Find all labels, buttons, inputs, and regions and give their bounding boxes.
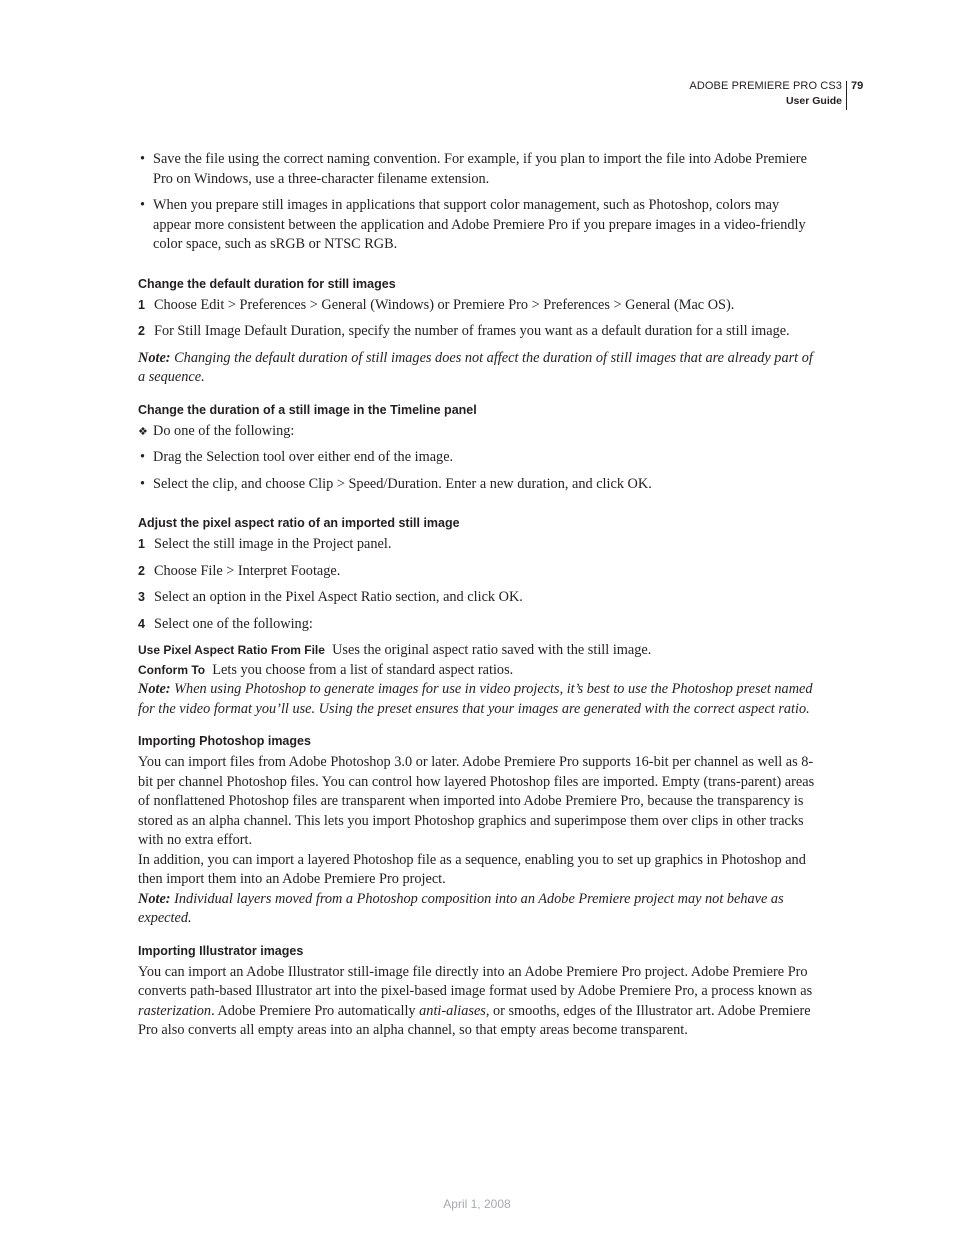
note-text: Changing the default duration of still images does not affect the duration of still images that are already part of a sequence. [138,349,813,385]
bullet-text: Drag the Selection tool over either end of the image. [153,449,454,465]
bullet-icon: • [140,449,146,465]
step-item [138,615,818,635]
instruction-lead [138,422,818,442]
note-label: Note: [138,681,171,697]
lead-text: Do one of the following: [153,422,295,439]
step-text: Select an option in the Pixel Aspect Ratio section, and click OK. [154,589,523,605]
bullet-icon: • [140,151,146,167]
header-product: ADOBE PREMIERE PRO CS3 [689,80,842,92]
definition-item [138,661,818,681]
note-label: Note: [138,890,171,907]
step-number: 2 [138,563,145,578]
note [138,890,818,929]
definition-item [138,641,818,661]
diamond-bullet-icon: ❖ [138,424,148,438]
step-number: 1 [138,297,145,312]
bullet-text: When you prepare still images in applications that support color management, such as Photoshop, colors may appear more consistent between the application and Adobe Premiere Pro if you prepare images in a video-friendly color space, such as sRGB or NTSC RGB. [153,197,806,252]
section-heading: Change the duration of a still image in the Timeline panel [138,402,477,417]
list-item [138,475,818,495]
emphasis-term: rasterization [138,1002,212,1019]
body-paragraph: You can import files from Adobe Photoshop 3.0 or later. Adobe Premiere Pro supports 16-bit per channel as well as 8-bit per channel Photoshop files. You can control how layered Photoshop files are imported. Empty (trans-parent) areas of nonflattened Photoshop files are transparent when imported into Adobe Premiere Pro, because the transparency is stored as an alpha channel. This lets you import Photoshop graphics and superimpose them over clips in other tracks with no extra effort. [138,754,815,848]
header-divider [846,81,847,110]
step-text: Select one of the following: [154,615,313,632]
section-heading: Importing Photoshop images [138,734,311,748]
list-item [138,448,818,468]
note-label: Note: [138,349,171,366]
section-heading: Change the default duration for still images [138,276,396,291]
step-item [138,322,818,342]
step-number: 1 [138,537,145,551]
step-text: Choose File > Interpret Footage. [154,562,341,579]
step-text: Choose Edit > Preferences > General (Windows) or Premiere Pro > Preferences > General (Mac OS). [154,296,735,313]
section-heading: Importing Illustrator images [138,943,304,958]
note-text: When using Photoshop to generate images for use in video projects, it’s best to use the Photoshop preset named for the video format you’ll use. Using the preset ensures that your images are generated with the correct aspect ratio. [138,681,813,717]
step-item [138,588,818,608]
step-item [138,296,818,316]
section-heading: Adjust the pixel aspect ratio of an imported still image [138,516,460,530]
definition-term: Use Pixel Aspect Ratio From File [138,643,325,657]
definition-text: Uses the original aspect ratio saved with the still image. [332,642,652,658]
footer-date: April 1, 2008 [443,1197,511,1211]
page-number: 79 [851,80,864,92]
page-content [138,150,818,1041]
note-text: Individual layers moved from a Photoshop composition into an Adobe Premiere project may not behave as expected. [138,890,784,926]
step-number: 4 [138,616,145,631]
step-number: 3 [138,590,145,604]
note [138,349,818,388]
list-item [138,196,818,255]
step-item [138,535,818,555]
bullet-icon: • [140,475,146,492]
bullet-icon: • [140,197,146,213]
note [138,680,818,719]
running-header [689,79,842,109]
step-item [138,562,818,582]
bullet-text: Select the clip, and choose Clip > Speed/Duration. Enter a new duration, and click OK. [153,475,652,492]
step-text: Select the still image in the Project panel. [154,536,392,552]
list-item [138,150,818,189]
step-text: For Still Image Default Duration, specify the number of frames you want as a default duration for a still image. [154,323,790,339]
step-number: 2 [138,324,145,338]
body-paragraph: In addition, you can import a layered Photoshop file as a sequence, enabling you to set up graphics in Photoshop and then import them into an Adobe Premiere Pro project. [138,851,806,887]
bullet-text: Save the file using the correct naming convention. For example, if you plan to import the file into Adobe Premiere Pro on Windows, use a three-character filename extension. [153,151,807,187]
header-guide: User Guide [785,95,842,107]
definition-term: Conform To [138,662,206,677]
definition-text: Lets you choose from a list of standard aspect ratios. [212,661,514,678]
body-paragraph: You can import an Adobe Illustrator still-image file directly into an Adobe Premiere Pro project. Adobe Premiere Pro converts path-based Illustrator art into the pixel-based image format used by Adobe Premiere Pro, a process known as rasterization. Adobe Premiere Pro automatically anti-aliases, or smooths, edges of the Illustrator art. Adobe Premiere Pro also converts all empty areas into an alpha channel, so that empty areas become transparent. [138,963,813,1038]
emphasis-term: anti-aliases [419,1002,486,1019]
